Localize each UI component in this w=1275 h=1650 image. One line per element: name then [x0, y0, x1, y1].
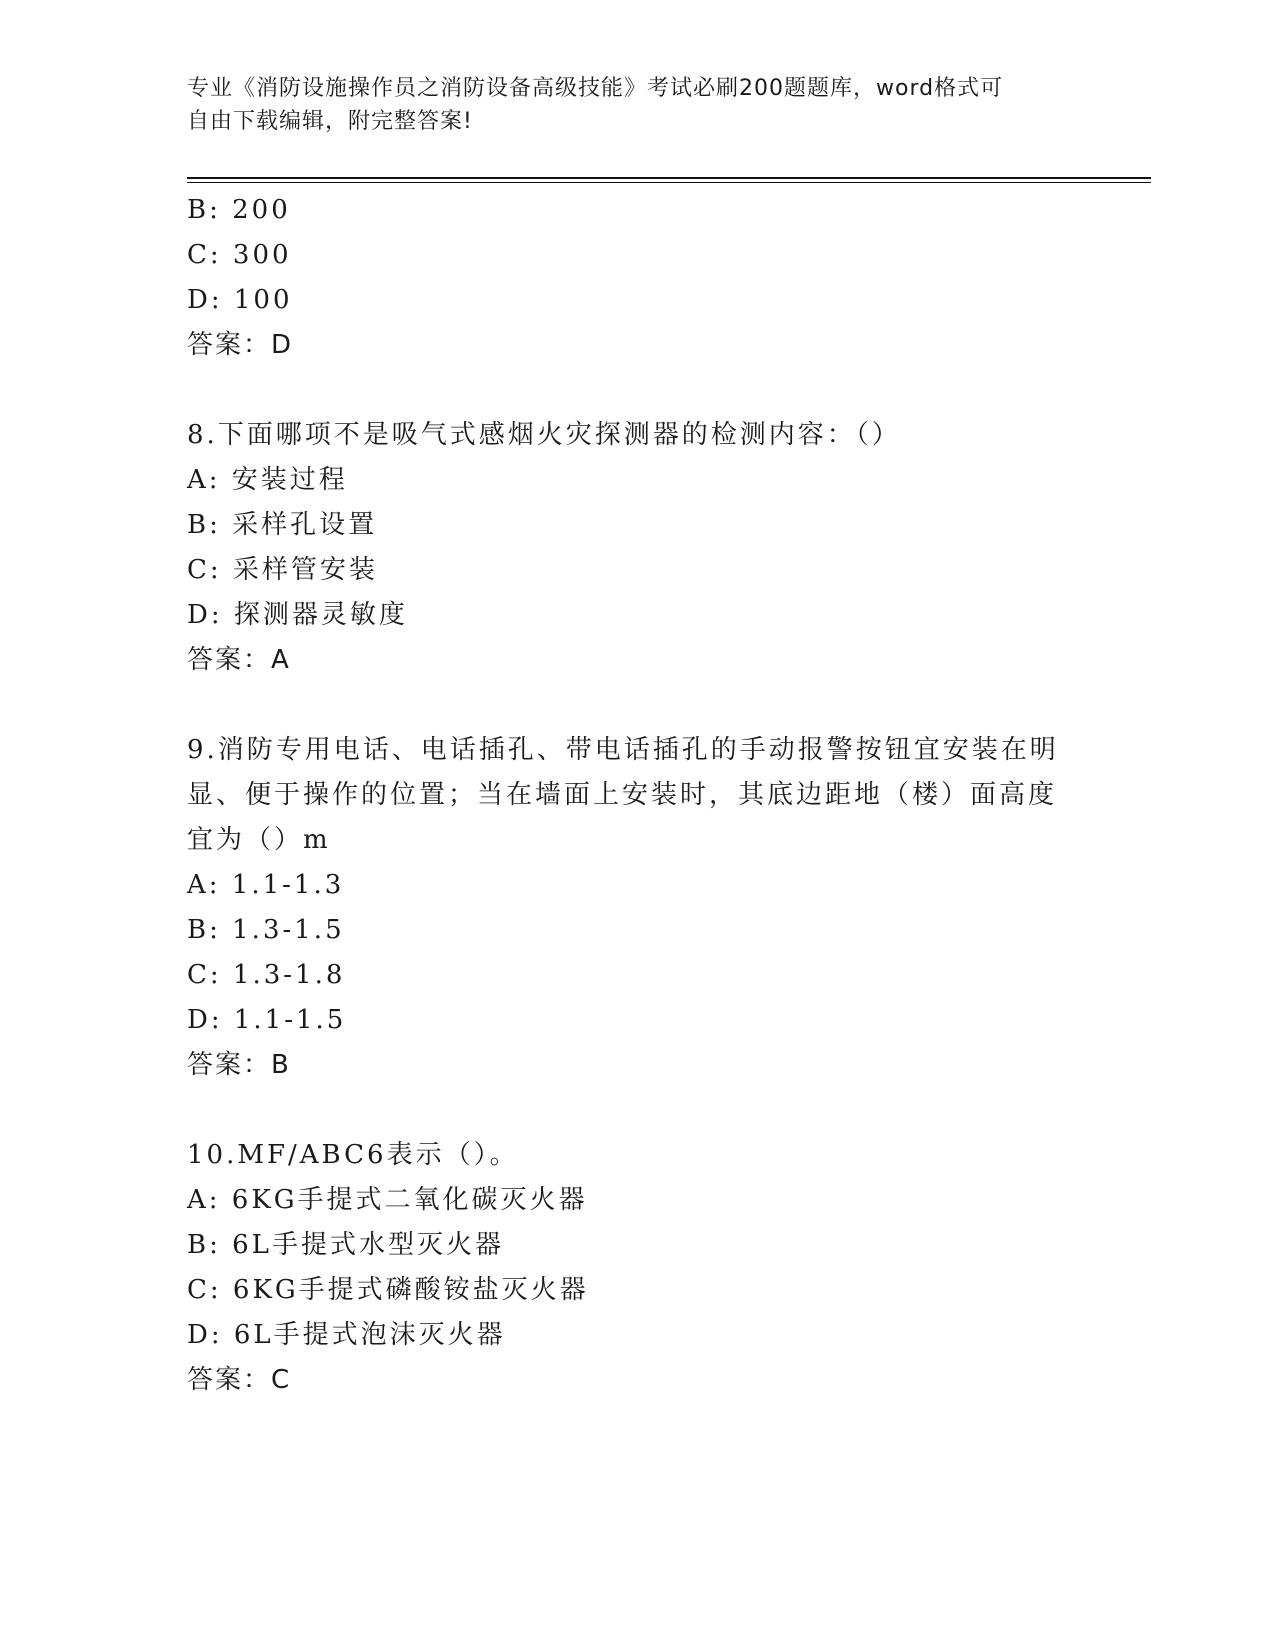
q10-question: 10.MF/ABC6表示（）。: [187, 1140, 519, 1170]
q7-option-d: D: 100: [187, 285, 293, 315]
q10-option-b: B: 6L手提式水型灭火器: [187, 1230, 504, 1260]
q10-option-d: D: 6L手提式泡沫灭火器: [187, 1320, 506, 1350]
q10-option-c: C: 6KG手提式磷酸铵盐灭火器: [187, 1275, 589, 1305]
q10-option-a: A: 6KG手提式二氧化碳灭火器: [187, 1185, 588, 1215]
q9-option-d: D: 1.1-1.5: [187, 1005, 347, 1035]
header-title-line-2: 自由下载编辑，附完整答案!: [187, 109, 473, 134]
header-title-line-1: 专业《消防设施操作员之消防设备高级技能》考试必刷200题题库，word格式可: [187, 76, 1004, 101]
q9-option-c: C: 1.3-1.8: [187, 960, 346, 990]
q8-option-a: A: 安装过程: [187, 465, 348, 495]
q8-option-b: B: 采样孔设置: [187, 510, 378, 540]
q9-option-a: A: 1.1-1.3: [187, 870, 345, 900]
q9-question-line-3: 宜为（）m: [187, 825, 331, 855]
q7-option-c: C: 300: [187, 240, 292, 270]
q7-option-b: B: 200: [187, 195, 291, 225]
header-divider-thin: [187, 182, 1151, 183]
q8-option-d: D: 探测器灵敏度: [187, 600, 408, 630]
q10-answer: 答案：C: [187, 1365, 292, 1395]
q8-question: 8.下面哪项不是吸气式感烟火灾探测器的检测内容：（）: [187, 420, 901, 450]
document-header: [187, 72, 1067, 138]
q8-option-c: C: 采样管安装: [187, 555, 378, 585]
q9-option-b: B: 1.3-1.5: [187, 915, 345, 945]
header-divider-thick: [187, 177, 1151, 179]
q9-question-line-2: 显、便于操作的位置；当在墙面上安装时，其底边距地（楼）面高度: [187, 780, 1058, 810]
q9-answer: 答案：B: [187, 1050, 291, 1080]
q9-question-line-1: 9.消防专用电话、电话插孔、带电话插孔的手动报警按钮宜安装在明: [187, 735, 1059, 765]
q8-answer: 答案：A: [187, 645, 291, 675]
q7-answer: 答案：D: [187, 330, 294, 360]
